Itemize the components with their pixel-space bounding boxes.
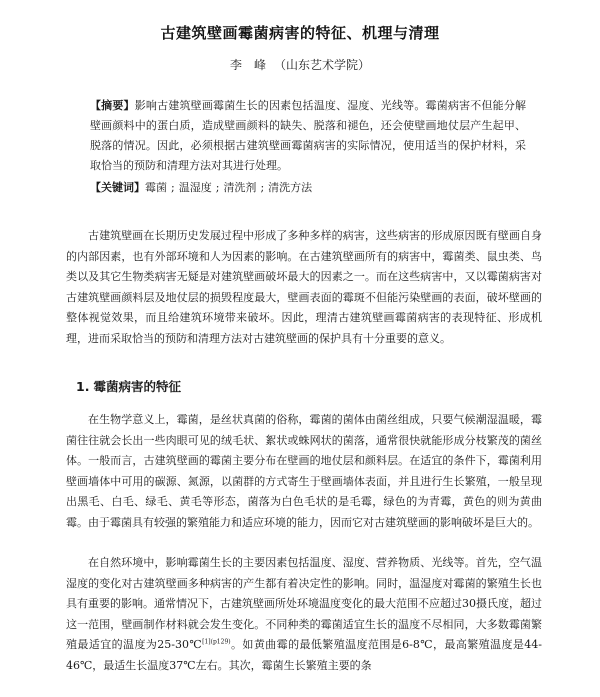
intro-paragraph: 古建筑壁画在长期历史发展过程中形成了多种多样的病害，这些病害的形成原因既有壁画自身的内部因素，也有外部环境和人为因素的影响。在古建筑壁画所有的病害中，霉菌类、鼠虫类、鸟类以及其它生物类病害无疑是对建筑壁画破坏最大的因素之一。而在这些病害中，又以霉菌病害对古建筑壁画颜料层及地仗层的损毁程度最大，壁画表面的霉斑不但能污染壁画的表面，破坏壁画的整体视觉效果，而且给建筑环境带来破坏。因此，理清古建筑壁画霉菌病害的表现特征、形成机理，进而采取恰当的预防和清理方法对古建筑壁画的保护具有十分重要的意义。 bbox=[66, 229, 542, 345]
body-paragraph bbox=[66, 553, 542, 676]
author-line bbox=[0, 56, 600, 73]
keyword-item: 温湿度 bbox=[178, 181, 212, 194]
author-affiliation: （山东艺术学院） bbox=[274, 58, 371, 72]
citation-ref: [1](p129) bbox=[202, 638, 231, 646]
keyword-separator: ; bbox=[171, 181, 175, 194]
keywords bbox=[90, 178, 526, 198]
section-heading bbox=[76, 377, 185, 395]
keywords-label: 【关键词】 bbox=[90, 181, 145, 194]
abstract-text: 影响古建筑壁画霉菌生长的因素包括温度、湿度、光线等。霉菌病害不但能分解壁画颜料中的蛋白质，造成壁画颜料的缺失、脱落和褪色，还会使壁画地仗层产生起甲、脱落的情况。因此，必须根据古建筑壁画霉菌病害的实际情况，使用适当的保护材料，采取恰当的预防和清理方法对其进行处理。 bbox=[90, 99, 527, 172]
keyword-item: 清洗方法 bbox=[268, 181, 313, 194]
keyword-item: 霉菌 bbox=[145, 181, 167, 194]
keyword-item: 清洗剂 bbox=[223, 181, 257, 194]
keyword-separator: ; bbox=[260, 181, 265, 194]
section-title: 霉菌病害的特征 bbox=[93, 379, 181, 394]
paper-title: 古建筑壁画霉菌病害的特征、机理与清理 bbox=[160, 24, 440, 42]
author-name: 李 峰 bbox=[229, 58, 266, 72]
body-paragraph: 在生物学意义上，霉菌，是丝状真菌的俗称，霉菌的菌体由菌丝组成，只要气候潮湿温暖，霉菌往往就会长出一些肉眼可见的绒毛状、絮状或蛛网状的菌落，通常很快就能形成分枝繁茂的菌丝体。一般而言，古建筑壁画的霉菌主要分布在壁画的地仗层和颜料层。在适宜的条件下，霉菌利用壁画墙体中可用的碳源、氮源，以菌群的方式寄生于壁画墙体表面，并且进行生长繁殖，一般呈现出黑毛、白毛、绿毛、黄毛等形态，菌落为白色毛状的是毛霉，绿色的为青霉，黄色的则为黄曲霉。由于霉菌具有较强的繁殖能力和适应环境的能力，因而它对古建筑壁画的影响破坏是巨大的。 bbox=[66, 413, 542, 529]
paragraph-text: 在自然环境中，影响霉菌生长的主要因素包括温度、湿度、营养物质、光线等。首先，空气温湿度的变化对古建筑壁画多种病害的产生都有着决定性的影响。同时，温湿度对霉菌的繁殖生长也具有重要的影响。通常情况下，古建筑壁画所处环境温度变化的最大范围不应超过30摄氏度，超过这一范围，壁画制作材料就会发生变化。不同种类的霉菌适宜生长的温度不尽相同，大多数霉菌繁殖最适宜的温度为25-30℃ bbox=[66, 556, 542, 651]
abstract-label: 【摘要】 bbox=[90, 99, 135, 112]
keyword-separator: ; bbox=[215, 181, 220, 194]
paragraph-text: 。如黄曲霉的最低繁殖温度范围是6-8℃，最高繁殖温度是44-46℃，最适生长温度37℃左右。其次，霉菌生长繁殖主要的条 bbox=[66, 638, 543, 672]
section-number: 1. bbox=[76, 379, 90, 394]
abstract bbox=[90, 96, 526, 176]
